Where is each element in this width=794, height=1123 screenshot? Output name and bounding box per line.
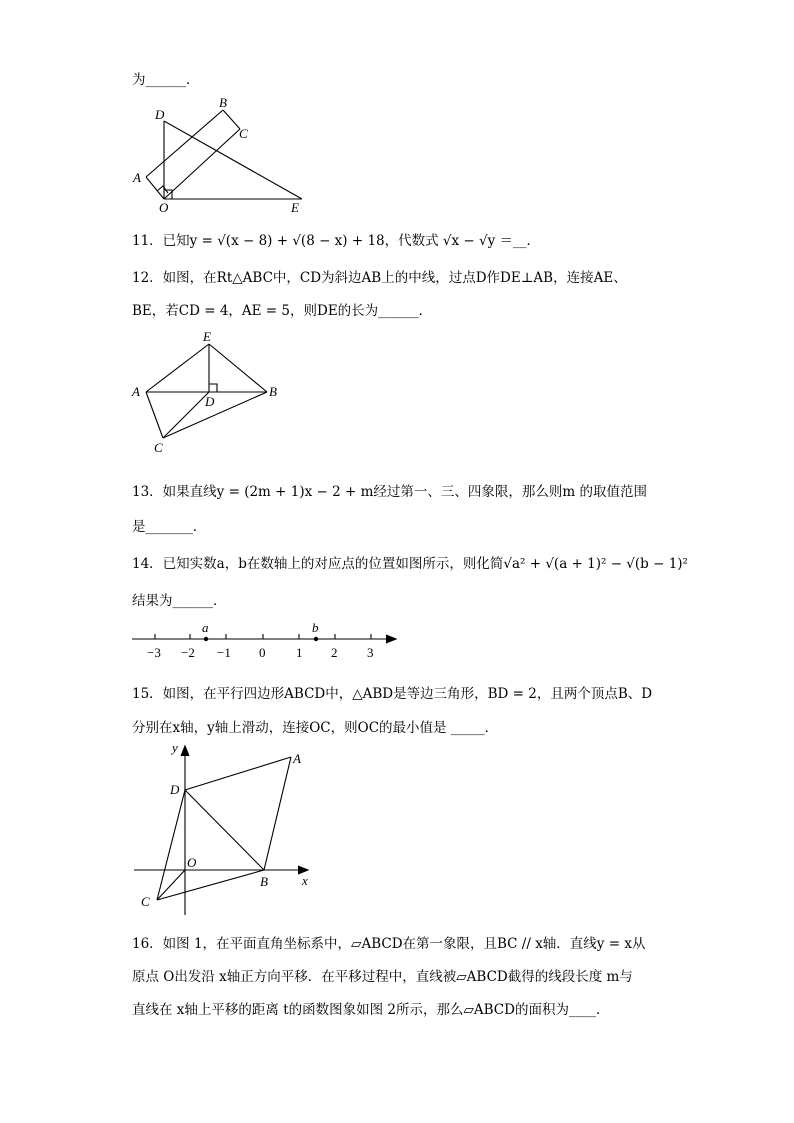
label-A: A	[132, 384, 140, 399]
q15-figure	[130, 740, 320, 920]
q13-text-1: 13．如果直线y = (2m + 1)x − 2 + m经过第一、三、四象限，那么则m 的取值范围	[132, 484, 647, 500]
q15-text-2: 分别在x轴，y轴上滑动，连接OC，则OC的最小值是 _____．	[132, 720, 499, 736]
tick-label-0: 0	[259, 645, 266, 660]
point-a	[204, 637, 208, 641]
label-C: C	[239, 126, 248, 141]
label-O: O	[159, 200, 169, 215]
point-b	[314, 637, 318, 641]
label-B: B	[219, 95, 227, 110]
label-A: A	[293, 751, 301, 766]
q13-text-2: 是_______．	[132, 519, 207, 535]
label-B: B	[269, 384, 277, 399]
label-D: D	[170, 782, 180, 797]
tick-label-neg3: −3	[147, 645, 161, 660]
tick-label-neg2: −2	[181, 645, 195, 660]
label-D: D	[155, 107, 165, 122]
label-B: B	[260, 874, 268, 889]
q14-number-line	[130, 620, 405, 660]
q11-text: 11．已知y = √(x − 8) + √(8 − x) + 18，代数式 √x − √y ＝__．	[132, 233, 541, 249]
label-E: E	[291, 200, 299, 215]
q12-figure	[130, 328, 290, 458]
q16-text-3: 直线在 x轴上平移的距离 t的函数图象如图 2所示，那么▱ABCD的面积为____．	[132, 1002, 610, 1018]
tick-label-3: 3	[367, 645, 374, 660]
tick-label-2: 2	[331, 645, 338, 660]
q14-text-1: 14．已知实数a，b在数轴上的对应点的位置如图所示，则化简√a² + √(a + 1)² − √(b − 1)²	[132, 556, 688, 572]
label-A: A	[133, 170, 141, 185]
q12-text-1: 12．如图，在Rt△ABC中，CD为斜边AB上的中线，过点D作DE⊥AB，连接AE、	[132, 270, 627, 286]
tick-label-1: 1	[296, 645, 303, 660]
label-C: C	[141, 894, 150, 909]
label-E: E	[203, 329, 211, 344]
q16-text-1: 16．如图 1，在平面直角坐标系中，▱ABCD在第一象限，且BC // x轴．直线y = x从	[132, 936, 646, 952]
label-a: a	[202, 620, 209, 635]
q12-text-2: BE，若CD = 4，AE = 5，则DE的长为______．	[132, 303, 433, 319]
q15-text-1: 15．如图，在平行四边形ABCD中，△ABD是等边三角形，BD = 2，且两个顶点B、D	[132, 686, 653, 702]
axis-y-label: y	[172, 740, 178, 755]
tick-label-neg1: −1	[217, 645, 231, 660]
q16-text-2: 原点 O出发沿 x轴正方向平移．在平移过程中，直线被▱ABCD截得的线段长度 m与	[132, 969, 633, 985]
label-b: b	[312, 620, 319, 635]
q10-answer-line: 为______．	[132, 72, 200, 88]
label-C: C	[154, 440, 163, 455]
label-O: O	[187, 855, 197, 870]
q14-text-2: 结果为______．	[132, 593, 227, 609]
label-D: D	[205, 394, 215, 409]
q10-figure	[130, 92, 310, 217]
axis-x-label: x	[302, 873, 308, 888]
